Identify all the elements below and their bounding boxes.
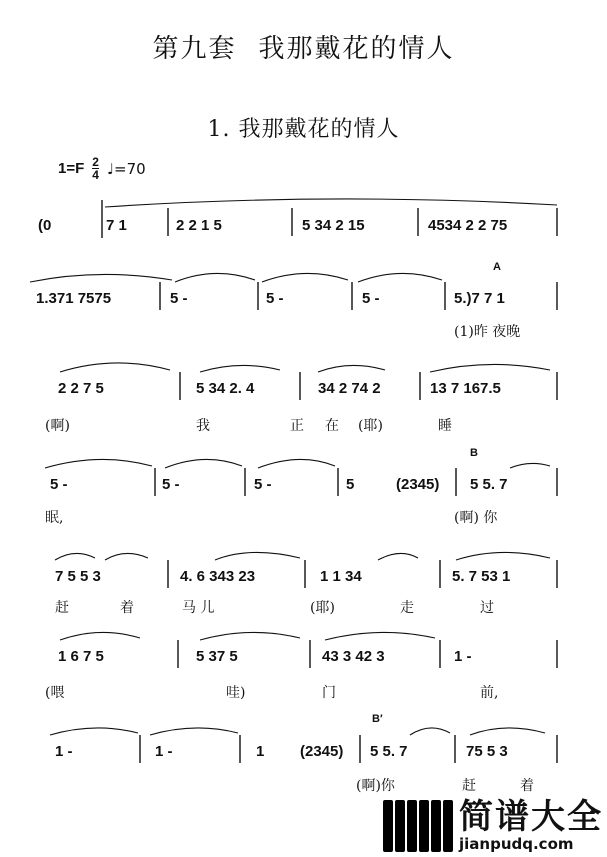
measure-note: 2 2 7 5 <box>58 380 104 397</box>
lyric: (啊) <box>45 418 70 434</box>
lyric: 着 <box>120 600 134 616</box>
measure-note: 5.)7 7 1 <box>454 290 505 307</box>
lyric: 马 儿 <box>182 600 215 616</box>
measure-note: 1 - <box>454 648 472 665</box>
lyric: (啊)你 <box>356 778 395 794</box>
lyrics-row-4 <box>45 510 498 526</box>
notation-row-2 <box>36 290 505 307</box>
notation-row-5 <box>55 568 510 585</box>
collection-name: 我那戴花的情人 <box>258 34 455 64</box>
measure-note: 75 5 3 <box>466 743 508 760</box>
measure-note: 5 34 2. 4 <box>196 380 255 397</box>
lyric: (耶) <box>310 600 335 616</box>
lyric: (啊) 你 <box>454 510 498 526</box>
measure-note: 5 - <box>362 290 380 307</box>
measure-note: 2 2 1 5 <box>176 217 222 234</box>
measure-note: 7 5 5 3 <box>55 568 101 585</box>
notation-row-3 <box>58 380 501 397</box>
measure-note: 5 5. 7 <box>370 743 408 760</box>
lyric: (1)昨 夜晚 <box>454 324 521 340</box>
lyric: 前, <box>480 685 499 701</box>
measure-note: 1 6 7 5 <box>58 648 104 665</box>
section-label-b: B <box>470 447 478 459</box>
tempo-marking: ♩=70 <box>106 159 146 178</box>
lyric: 我 <box>196 418 210 434</box>
lyric: (耶) <box>358 418 383 434</box>
measure-note: 5 37 5 <box>196 648 238 665</box>
measure-note: 5 <box>346 476 355 493</box>
notation-row-4 <box>50 476 508 493</box>
watermark-brand: 简谱大全 <box>459 797 603 837</box>
lyrics-row-5 <box>55 599 494 616</box>
measure-note: 5 34 2 15 <box>302 217 365 234</box>
measure-note: 4. 6 343 23 <box>180 568 256 585</box>
lyrics-row-2 <box>454 324 520 340</box>
measure-note: 5. 7 53 1 <box>452 568 511 585</box>
site-watermark <box>383 799 603 853</box>
lyric: 赶 <box>462 778 476 794</box>
measure-note: (2345) <box>396 476 440 493</box>
measure-note: 5 - <box>170 290 188 307</box>
measure-note: (2345) <box>300 743 344 760</box>
lyric: 睡 <box>438 418 452 434</box>
measure-note: 5 - <box>162 476 180 493</box>
measure-note: 43 3 42 3 <box>322 648 385 665</box>
slurs <box>30 199 557 735</box>
time-signature-top: 2 <box>92 155 99 169</box>
notation-row-6 <box>58 648 472 665</box>
measure-note: 7 1 <box>106 217 127 234</box>
lyric: (喂 <box>45 685 65 701</box>
measure-note: 1 - <box>155 743 173 760</box>
time-signature-bottom: 4 <box>92 168 99 182</box>
lyric: 在 <box>325 418 339 434</box>
measure-note: 5 - <box>266 290 284 307</box>
section-label-a: A <box>493 261 501 273</box>
measure-note: 1 - <box>55 743 73 760</box>
lyrics-row-3 <box>45 418 452 434</box>
measure-note: 4534 2 2 75 <box>428 217 508 234</box>
measure-note: 5 - <box>50 476 68 493</box>
lyric: 赶 <box>55 600 69 616</box>
piano-keys-icon <box>383 800 453 852</box>
lyric: 哇) <box>226 685 246 701</box>
section-label-b-prime: B′ <box>372 713 383 725</box>
measure-note: 5 5. 7 <box>470 476 508 493</box>
measure-note: 1 1 34 <box>320 568 362 585</box>
lyrics-row-7 <box>356 777 534 794</box>
notation-row-7 <box>55 743 508 760</box>
lyric: 过 <box>480 600 494 616</box>
measure-note: 1 <box>256 743 265 760</box>
lyrics-row-6 <box>45 685 498 701</box>
notation-row-1 <box>38 217 507 234</box>
song-title: 1. 我那戴花的情人 <box>207 117 400 142</box>
watermark-url: jianpudq.com <box>459 835 574 853</box>
key-signature: 1=F <box>58 160 85 177</box>
measure-note: 13 7 167.5 <box>430 380 501 397</box>
lyric: 眠, <box>45 510 64 526</box>
measure-note: (0 <box>38 217 52 234</box>
lyric: 着 <box>520 778 534 794</box>
collection-number: 第九套 <box>152 34 237 64</box>
lyric: 正 <box>290 418 304 434</box>
measure-note: 5 - <box>254 476 272 493</box>
measure-note: 34 2 74 2 <box>318 380 381 397</box>
measure-note: 1.371 7575 <box>36 290 112 307</box>
lyric: 门 <box>322 685 336 701</box>
lyric: 走 <box>400 600 414 616</box>
